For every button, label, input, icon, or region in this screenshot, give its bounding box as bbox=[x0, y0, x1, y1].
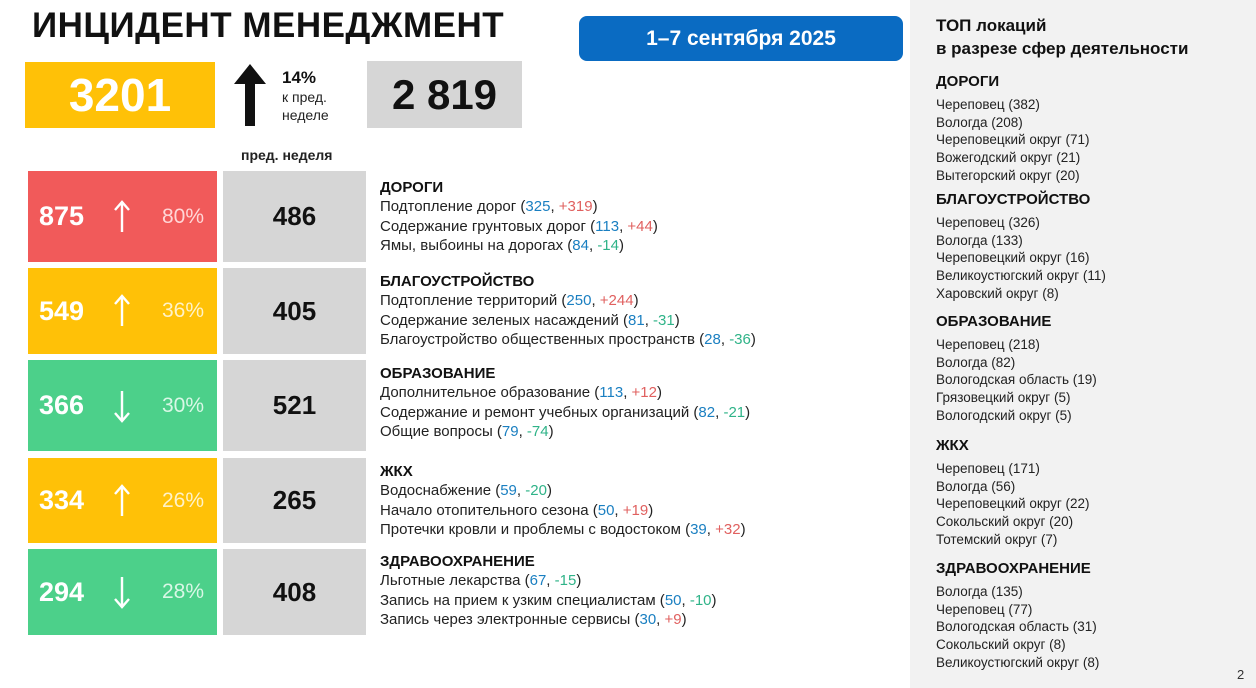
prev-week-label: пред. неделя bbox=[241, 147, 333, 163]
arrow-up-icon bbox=[113, 484, 131, 518]
sidebar-location: Череповецкий округ (22) bbox=[936, 496, 1090, 512]
sidebar-location: Вытегорский округ (20) bbox=[936, 167, 1080, 183]
category-count: 334 bbox=[39, 485, 85, 515]
change-note-line2: неделе bbox=[282, 107, 329, 123]
category-item: Подтопление дорог (325, +319) bbox=[380, 198, 598, 215]
category-item: Подтопление территорий (250, +244) bbox=[380, 292, 639, 309]
category-count: 875 bbox=[39, 201, 85, 231]
sidebar-location: Череповец (171) bbox=[936, 461, 1040, 476]
sidebar-section bbox=[936, 312, 1097, 425]
sidebar-section-heading: ЗДРАВООХРАНЕНИЕ bbox=[936, 560, 1091, 577]
sidebar-location: Вожегодский округ (21) bbox=[936, 150, 1081, 166]
sidebar-title bbox=[936, 14, 1188, 60]
category-count-box bbox=[28, 268, 217, 354]
category-heading: ОБРАЗОВАНИЕ bbox=[380, 365, 496, 382]
category-prev-count: 408 bbox=[223, 549, 366, 635]
change-percent: 14% bbox=[282, 68, 317, 87]
category-heading: ЗДРАВООХРАНЕНИЕ bbox=[380, 553, 535, 570]
sidebar-location: Череповецкий округ (71) bbox=[936, 132, 1090, 148]
category-details bbox=[380, 272, 756, 350]
category-item: Содержание зеленых насаждений (81, -31) bbox=[380, 311, 680, 329]
category-item: Содержание грунтовых дорог (113, +44) bbox=[380, 217, 658, 235]
category-percent: 30% bbox=[161, 393, 204, 417]
category-heading: БЛАГОУСТРОЙСТВО bbox=[380, 273, 535, 290]
sidebar-location: Вологодская область (31) bbox=[936, 619, 1097, 635]
sidebar-location: Вологда (82) bbox=[936, 354, 1016, 370]
category-item: Водоснабжение (59, -20) bbox=[380, 482, 552, 499]
category-percent: 36% bbox=[161, 299, 204, 322]
category-item: Запись через электронные сервисы (30, +9) bbox=[380, 611, 687, 628]
sidebar-location: Вологда (208) bbox=[936, 114, 1023, 130]
sidebar-title-line1: ТОП локаций bbox=[936, 16, 1047, 35]
page-number: 2 bbox=[1237, 667, 1245, 682]
sidebar-section-heading: ЖКХ bbox=[936, 437, 969, 454]
sidebar-location: Сокольский округ (20) bbox=[936, 514, 1074, 530]
page-title: ИНЦИДЕНТ МЕНЕДЖМЕНТ bbox=[32, 6, 505, 45]
prev-week-total: 2 819 bbox=[367, 61, 522, 128]
change-block bbox=[282, 68, 329, 124]
category-details bbox=[380, 178, 658, 256]
sidebar-section-heading: ДОРОГИ bbox=[936, 73, 1000, 90]
sidebar-location: Вологда (135) bbox=[936, 584, 1023, 599]
arrow-down-icon bbox=[113, 389, 131, 423]
sidebar-location: Тотемский округ (7) bbox=[936, 531, 1058, 547]
category-percent: 28% bbox=[161, 580, 204, 603]
sidebar-location: Вологодский округ (5) bbox=[936, 407, 1072, 423]
category-item: Ямы, выбоины на дорогах (84, -14) bbox=[380, 237, 624, 254]
category-item: Льготные лекарства (67, -15) bbox=[380, 572, 582, 589]
category-item: Начало отопительного сезона (50, +19) bbox=[380, 501, 654, 519]
date-range-badge: 1–7 сентября 2025 bbox=[579, 16, 903, 61]
category-heading: ДОРОГИ bbox=[380, 179, 444, 196]
sidebar-section-heading: БЛАГОУСТРОЙСТВО bbox=[936, 191, 1091, 208]
sidebar-location: Великоустюгский округ (11) bbox=[936, 268, 1106, 284]
sidebar-location: Сокольский округ (8) bbox=[936, 637, 1066, 653]
category-item: Общие вопросы (79, -74) bbox=[380, 423, 554, 440]
sidebar-section-heading: ОБРАЗОВАНИЕ bbox=[936, 313, 1052, 330]
sidebar-location: Грязовецкий округ (5) bbox=[936, 390, 1071, 406]
category-details bbox=[380, 364, 750, 442]
arrow-up-icon bbox=[232, 62, 268, 128]
category-item: Благоустройство общественных пространств (28, -36) bbox=[380, 331, 756, 348]
sidebar-location: Череповец (326) bbox=[936, 215, 1040, 230]
sidebar-location: Череповец (218) bbox=[936, 337, 1040, 352]
arrow-up-icon bbox=[113, 200, 131, 234]
sidebar-location: Вологда (133) bbox=[936, 232, 1023, 248]
category-prev-count: 486 bbox=[223, 171, 366, 262]
category-count-box bbox=[28, 171, 217, 262]
category-details bbox=[380, 462, 746, 540]
arrow-up-icon bbox=[113, 294, 131, 328]
sidebar-title-line2: в разрезе сфер деятельности bbox=[936, 39, 1189, 58]
category-count-box bbox=[28, 458, 217, 543]
total-incidents: 3201 bbox=[25, 62, 215, 128]
category-count: 294 bbox=[39, 576, 85, 607]
category-count: 366 bbox=[39, 390, 85, 420]
sidebar-location: Великоустюгский округ (8) bbox=[936, 654, 1100, 670]
sidebar-section bbox=[936, 190, 1106, 303]
sidebar-location: Череповецкий округ (16) bbox=[936, 250, 1090, 266]
category-prev-count: 521 bbox=[223, 360, 366, 451]
sidebar-location: Вологда (56) bbox=[936, 478, 1016, 494]
category-count-box bbox=[28, 360, 217, 451]
category-count: 549 bbox=[39, 295, 85, 326]
sidebar-location: Вологодская область (19) bbox=[936, 372, 1097, 388]
sidebar-section bbox=[936, 72, 1090, 185]
sidebar-location: Череповец (382) bbox=[936, 97, 1040, 112]
category-heading: ЖКХ bbox=[380, 463, 413, 480]
sidebar-location: Харовский округ (8) bbox=[936, 285, 1059, 301]
sidebar-location: Череповец (77) bbox=[936, 601, 1033, 617]
category-item: Протечки кровли и проблемы с водостоком (39, +32) bbox=[380, 521, 746, 538]
arrow-down-icon bbox=[113, 575, 131, 609]
category-prev-count: 265 bbox=[223, 458, 366, 543]
sidebar-section bbox=[936, 559, 1099, 672]
category-details bbox=[380, 552, 717, 630]
category-item: Запись на прием к узким специалистам (50, -10) bbox=[380, 591, 717, 609]
category-percent: 26% bbox=[161, 488, 204, 512]
category-count-box bbox=[28, 549, 217, 635]
category-item: Содержание и ремонт учебных организаций (82, -21) bbox=[380, 403, 751, 421]
category-percent: 80% bbox=[161, 204, 204, 228]
sidebar-section bbox=[936, 436, 1090, 549]
category-item: Дополнительное образование (113, +12) bbox=[380, 384, 662, 401]
change-note-line1: к пред. bbox=[282, 89, 327, 105]
category-prev-count: 405 bbox=[223, 268, 366, 354]
